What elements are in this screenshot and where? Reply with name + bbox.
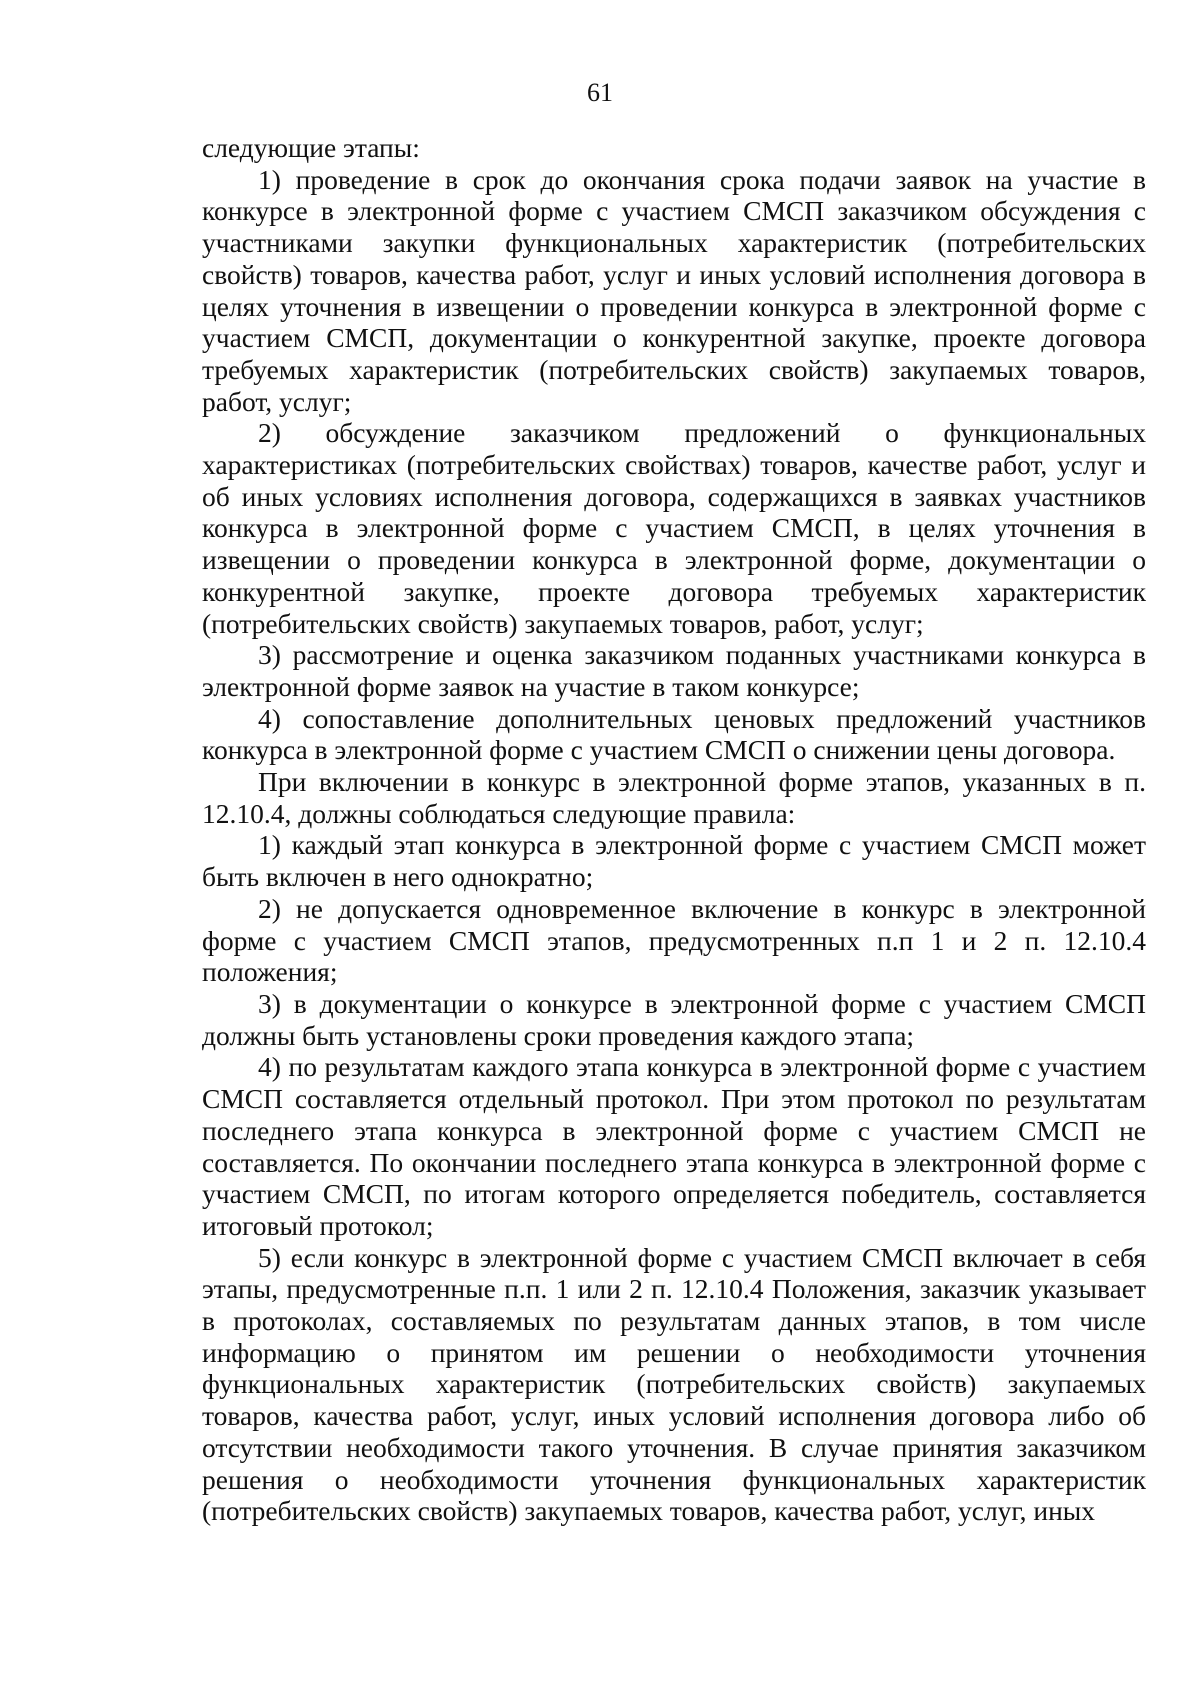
paragraph-rules-intro: При включении в конкурс в электронной форме этапов, указанных в п. 12.10.4, должны соблюдаться следующие правила:: [202, 766, 1146, 829]
paragraph-rule-3: 3) в документации о конкурсе в электронной форме с участием СМСП должны быть установлены сроки проведения каждого этапа;: [202, 987, 1146, 1051]
paragraph-stage-3: 3) рассмотрение и оценка заказчиком поданных участниками конкурса в электронной форме заявок на участие в таком конкурсе;: [202, 639, 1146, 702]
paragraph-rule-5: 5) если конкурс в электронной форме с участием СМСП включает в себя этапы, предусмотренные п.п. 1 или 2 п. 12.10.4 Положения, заказчик указывает в протоколах, составляемых по результатам данных этапов, в том числе информацию о принятом им решении о необходимости уточнения функциональных характеристик (потребительских свойств) закупаемых товаров, качества работ, услуг, иных условий исполнения договора либо об отсутствии необходимости такого уточнения. В случае принятия заказчиком решения о необходимости уточнения функциональных характеристик (потребительских свойств) закупаемых товаров, качества работ, услуг, иных: [202, 1241, 1146, 1527]
paragraph-rule-2: 2) не допускается одновременное включение в конкурс в электронной форме с участием СМСП этапов, предусмотренных п.п 1 и 2 п. 12.10.4 положения;: [202, 892, 1146, 988]
paragraph-rule-4: 4) по результатам каждого этапа конкурса в электронной форме с участием СМСП составляется отдельный протокол. При этом протокол по результатам последнего этапа конкурса в электронной форме с участием СМСП не составляется. По окончании последнего этапа конкурса в электронной форме с участием СМСП, по итогам которого определяется победитель, составляется итоговый протокол;: [202, 1051, 1146, 1241]
paragraph-stage-1: 1) проведение в срок до окончания срока подачи заявок на участие в конкурсе в электронной форме с участием СМСП заказчиком обсуждения с участниками закупки функциональных характеристик (потребительских свойств) товаров, качества работ, услуг и иных условий исполнения договора в целях уточнения в извещении о проведении конкурса в электронной форме с участием СМСП, документации о конкурентной закупке, проекте договора требуемых характеристик (потребительских свойств) закупаемых товаров, работ, услуг;: [202, 163, 1146, 417]
paragraph-intro: следующие этапы:: [202, 132, 420, 163]
document-body: [202, 132, 1146, 1527]
page-number: 61: [587, 78, 613, 107]
paragraph-stage-2: 2) обсуждение заказчиком предложений о функциональных характеристиках (потребительских свойствах) товаров, качестве работ, услуг и об иных условиях исполнения договора, содержащихся в заявках участников конкурса в электронной форме с участием СМСП, в целях уточнения в извещении о проведении конкурса в электронной форме, документации о конкурентной закупке, проекте договора требуемых характеристик (потребительских свойств) закупаемых товаров, работ, услуг;: [202, 417, 1146, 639]
paragraph-rule-1: 1) каждый этап конкурса в электронной форме с участием СМСП может быть включен в него однократно;: [202, 829, 1146, 893]
paragraph-stage-4: 4) сопоставление дополнительных ценовых предложений участников конкурса в электронной форме с участием СМСП о снижении цены договора.: [202, 702, 1146, 766]
